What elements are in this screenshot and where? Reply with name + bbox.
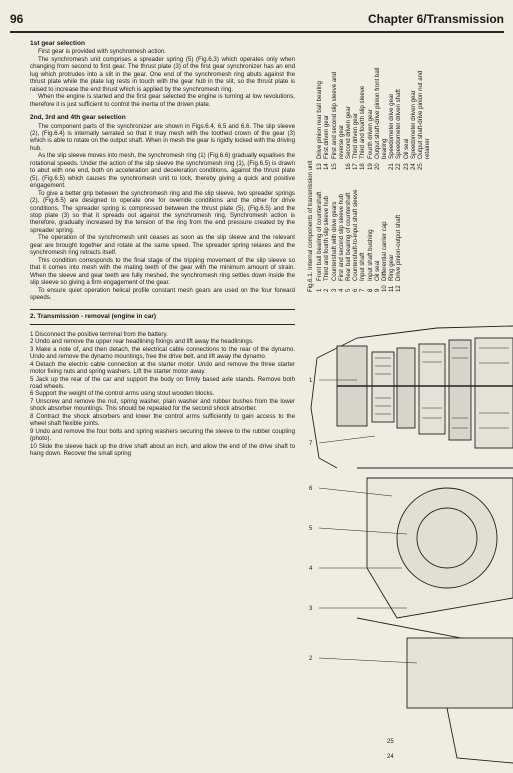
step: 4 Detach the electric cable connection at the starter motor. Undo and remove the three starter motor fixing nuts and spring washers. Lift the starter motor away. (30, 360, 295, 376)
legend-text: Differential carrier cap (381, 221, 389, 281)
legend-text: Output shaft-drive pinion nut and retainer (417, 70, 432, 159)
legend-number: 17 (352, 163, 360, 170)
legend-item (367, 54, 374, 170)
legend-column-right (316, 54, 431, 170)
legend-item (345, 54, 352, 170)
legend-number: 20 (373, 163, 381, 170)
casing-line (447, 708, 513, 763)
legend-item (403, 54, 410, 170)
transmission-illustration (297, 318, 513, 768)
paragraph: To ensure quiet operation helical profile constant mesh gears are used on the four forward speeds. (30, 286, 295, 301)
callout-label: 1 (309, 378, 313, 384)
legend-number: 2 (323, 288, 331, 292)
text-column (30, 40, 295, 458)
gear-block (475, 338, 513, 448)
paragraph: The synchromesh unit comprises a spreader spring (5) (Fig.6.3) which operates only when changing from second to first gear. The thrust plate (3) of the first gear synchronizer has an end lug which protrudes into a slit in the gear. One end of the synchromesh ring abuts against the thrust plate while the plate lug rests in touch with the gear hub in the slit, so the thrust plate is raised to increase the end thrust which is applied by the synchromesh ring. (30, 55, 295, 93)
legend-item (331, 176, 338, 292)
paragraph: As the slip sleeve moves into mesh, the synchromesh ring (1) (Fig.6.6) gradually equalises the rotational speeds. Under the action of the slip sleeve the synchromesh ring (1), (Fig.6.5) is drawn to abut with one end, both on acceleration and deceleration conditions, against the thrust plate (5), (Fig.6.5) which causes the synchromesh unit to lock, thereby giving a quick and positive engagement. (30, 152, 295, 190)
step: 5 Jack up the rear of the car and support the body on firmly based axle stands. Remove both road wheels. (30, 375, 295, 391)
legend-number: 25 (417, 163, 425, 170)
figure-caption (307, 52, 503, 292)
paragraph: To give a better grip between the synchromesh ring and the slip sleeve, two spreader springs (2), (Fig.6.5) are designed to operate one for override conditions and the other for drive conditions. The spreader spring is compressed between the thrust plate (5), (Fig.6.5) and the stop plate (3) so that it spreads out against the synchromesh ring. Synchromesh action is therefore, gradually increased by the tension of the ring from the end pressure created by the spreader spring. (30, 189, 295, 234)
callout-label: 3 (309, 606, 313, 612)
legend-text: Input shaft (359, 252, 367, 281)
step: 6 Support the weight of the control arms using stout wooden blocks. (30, 390, 215, 398)
header-rule (10, 31, 504, 33)
legend-number: 7 (359, 288, 367, 292)
callout-label: 2 (309, 656, 313, 662)
figure-legend (316, 52, 431, 292)
page-number: 96 (10, 12, 24, 26)
gear-block (449, 340, 471, 440)
first-gear-heading: 1st gear selection (30, 40, 85, 47)
second-gear-heading: 2nd, 3rd and 4th gear selection (30, 114, 126, 122)
callout-label: 6 (309, 486, 313, 492)
legend-item (395, 176, 402, 292)
legend-text: Ring gear (388, 254, 396, 281)
lower-housing (407, 638, 513, 708)
legend-number: 19 (366, 163, 374, 170)
legend-item (316, 54, 323, 170)
legend-text: Speedometer driven gear (409, 90, 417, 159)
legend-number: 23 (402, 163, 410, 170)
legend-number: 14 (323, 163, 331, 170)
legend-number: 1 (316, 288, 324, 292)
chapter-title: Chapter 6/Transmission (367, 12, 504, 26)
step: 8 Contract the shock absorbers and lower the control arms sufficiently to gain access to the wheel shaft flexible joints. (30, 412, 295, 428)
callout-label: 4 (309, 566, 313, 572)
callout-label: 24 (387, 754, 394, 760)
paragraph: The component parts of the synchronizer are shown in Figs.6.4, 6.5 and 6.6. The slip sleeve (2), (Fig.6.4) is internally serrated so that it may mesh with the toothed crown of the gear (3) which is able to rotate on the output shaft. When in mesh the gear is rigidly locked with the driving hub. (30, 122, 295, 152)
legend-text: First and second slip sleeve hub (337, 193, 345, 281)
legend-text: Oil seal (373, 260, 381, 281)
legend-text: Countershaft-to-input shaft sleeve (352, 189, 360, 281)
legend-item (345, 176, 352, 292)
gear-block (372, 352, 394, 422)
legend-item (388, 176, 395, 292)
legend-text: Countershaft with drive gears (330, 201, 338, 281)
legend-text: Third driven gear (352, 112, 360, 159)
legend-number: 21 (388, 163, 396, 170)
legend-column-left (316, 176, 431, 292)
legend-number: 8 (366, 288, 374, 292)
legend-text: Speedometer driven shaft (395, 89, 403, 159)
legend-item (316, 176, 323, 292)
legend-text: Front ball bearing of countershaft (316, 191, 324, 281)
step: 9 Undo and remove the four bolts and spring washers securing the sleeve to the rubber coupling (photo). (30, 427, 295, 443)
legend-text: Oil seal (402, 138, 410, 159)
legend-item (359, 54, 366, 170)
legend-text: Output shaft-drive pinion front ball bearing (373, 67, 389, 159)
callout-label: 25 (387, 739, 394, 745)
legend-number: 3 (330, 288, 338, 292)
legend-item (388, 54, 395, 170)
legend-text: First driven gear (323, 114, 331, 159)
legend-number: 12 (395, 285, 403, 292)
legend-number: 16 (345, 163, 353, 170)
legend-number: 18 (359, 163, 367, 170)
removal-steps (30, 331, 295, 458)
legend-item (331, 54, 345, 170)
legend-text: First and second slip sleeve and reverse gear (330, 71, 345, 159)
legend-text: Rear ball bearing of countershaft (345, 192, 353, 281)
paragraph: When the engine is started and the first gear selected the engine is turning at low revolutions, therefore it is just sufficient to control the inertia of the driven plate. (30, 93, 295, 108)
transmission-drawing (297, 318, 513, 768)
callout-label: 7 (309, 441, 313, 447)
figure-title: Fig.6.1. Internal components of transmission unit (307, 160, 314, 292)
legend-number: 6 (352, 288, 360, 292)
legend-item (352, 54, 359, 170)
legend-item (359, 176, 366, 292)
legend-number: 22 (395, 163, 403, 170)
legend-number: 15 (330, 163, 338, 170)
legend-number: 24 (409, 163, 417, 170)
legend-text: Speedometer drive gear (388, 93, 396, 159)
legend-item (323, 54, 330, 170)
legend-text: Drive pinion-output shaft (395, 214, 403, 281)
legend-item (374, 176, 381, 292)
gear-block (419, 344, 445, 434)
step: 2 Undo and remove the upper rear headlining fixings and lift away the headlinings. (30, 338, 254, 346)
legend-text: Drive pinion rear ball bearing (316, 81, 324, 159)
legend-item (395, 54, 402, 170)
ring-gear (397, 488, 497, 588)
legend-number: 10 (381, 285, 389, 292)
step: 3 Make a note of, and then detach, the electrical cable connections to the rear of the dynamo. Undo and remove the dynamo mountings, free the drive belt, and lift away the dynamo. (30, 345, 295, 361)
legend-text: Third and fourth slip sleeve hub (323, 195, 331, 281)
legend-text: Fourth driven gear (366, 109, 374, 159)
page-header (10, 10, 504, 28)
step: 1 Disconnect the positive terminal from the battery. (30, 330, 168, 338)
figure-caption-area (307, 52, 503, 292)
removal-section-box (30, 309, 295, 324)
legend-number: 13 (316, 163, 324, 170)
legend-number: 4 (337, 288, 345, 292)
legend-item (338, 176, 345, 292)
legend-item (417, 54, 431, 170)
paragraph: First gear is provided with synchromesh action. (38, 48, 166, 56)
legend-number: 9 (373, 288, 381, 292)
legend-item (323, 176, 330, 292)
casing-left-edge (311, 358, 337, 468)
legend-number: 5 (345, 288, 353, 292)
paragraph: The operation of the synchromesh unit ceases as soon as the slip sleeve and the relevant gear are brought together and rotate at the same speed. The spreader spring relaxes and the synchromesh ring retracts itself. (30, 234, 295, 257)
legend-item (367, 176, 374, 292)
callout-label: 5 (309, 526, 313, 532)
removal-heading: 2. Transmission - removal (engine in car) (30, 313, 157, 321)
paragraph: This condition corresponds to the final stage of the tripping movement of the slip sleeve so that it comes into mesh with the mating teeth of the gear with the minimum amount of strain. When the sleeve and gear teeth are fully meshed, the synchromesh ring settles down inside the slip sleeve so giving a firm engagement of the gear. (30, 256, 295, 287)
legend-text: Second driven gear (345, 106, 353, 159)
legend-item (410, 54, 417, 170)
legend-item (352, 176, 359, 292)
step: 7 Unscrew and remove the nut, spring washer, plain washer and rubber bushes from the lower shock absorber mountings. This should be repeated for the second shock absorber. (30, 397, 295, 413)
legend-text: Third and fourth slip sleeve (359, 85, 367, 159)
legend-text: Input shaft bushing (366, 229, 374, 281)
legend-item (381, 176, 388, 292)
step: 10 Slide the sleeve back up the drive shaft about an inch, and allow the end of the drive shaft to hang down. Recover the small spring (30, 442, 295, 458)
gear-block (397, 348, 415, 428)
legend-number: 11 (388, 285, 396, 292)
legend-item (374, 54, 388, 170)
